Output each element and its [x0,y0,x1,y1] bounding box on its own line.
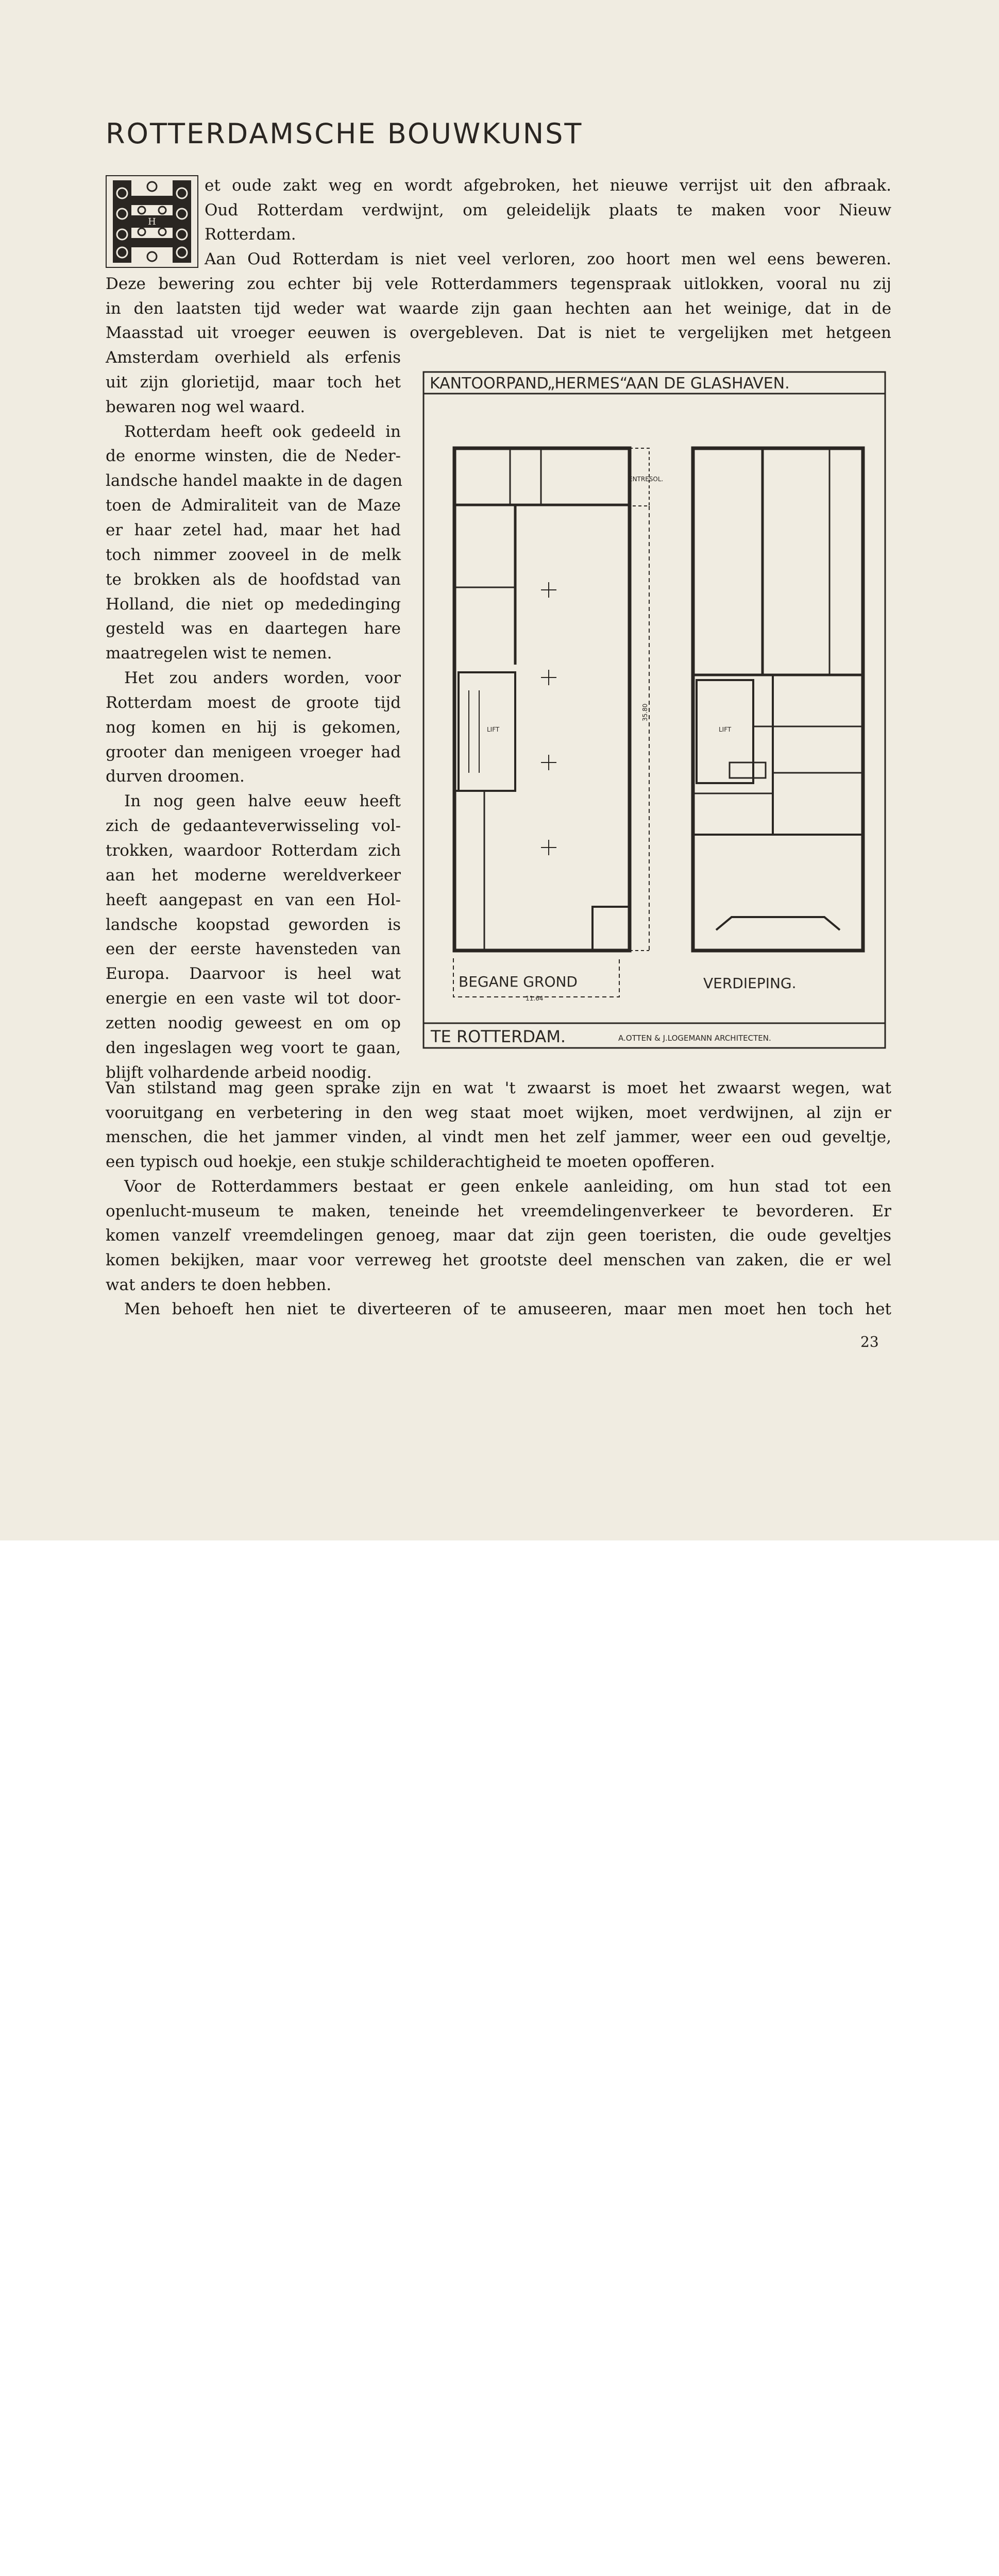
text-line: In nog geen halve eeuw heeft [124,792,401,811]
ground-floor-label: BEGANE GROND [459,973,578,990]
entresol-label: ENTRESOL. [629,476,664,483]
text-line: menschen, die het jammer vinden, al vindt men het zelf jammer, weer een oud geveltje, [106,1128,891,1147]
upper-floor-label: VERDIEPING. [703,975,797,992]
text-line: den ingeslagen weg voort te gaan, [106,1038,401,1057]
text-line: te brokken als de hoofdstad van [106,570,401,589]
text-line: Aan Oud Rotterdam is niet veel verloren, zoo hoort men wel eens beweren. [205,250,891,269]
text-line: Het zou anders worden, voor [124,669,401,688]
text-line: blijft volhardende arbeid noodig. [106,1063,372,1082]
text-line: in den laatsten tijd weder wat waarde zijn gaan hechten aan het weinige, dat in de [106,299,891,318]
text-line: Rotterdam. [205,225,296,244]
text-line: een der eerste havensteden van [106,940,401,959]
text-line: Oud Rotterdam verdwijnt, om geleidelijk plaats te maken voor Nieuw [205,200,891,219]
text-line: durven droomen. [106,767,245,786]
initial-letter: H [148,216,156,227]
text-line: Rotterdam moest de groote tijd [106,693,401,712]
text-line: toch nimmer zooveel in de melk [106,545,401,564]
page-title: ROTTERDAMSCHE BOUWKUNST [106,117,583,150]
text-line: zetten noodig geweest en om op [106,1013,401,1032]
text-line: Maasstad uit vroeger eeuwen is overgebleven. Dat is niet te vergelijken met hetgeen [106,324,891,343]
text-line: er haar zetel had, maar het had [106,520,401,539]
text-line: energie en een vaste wil tot door- [106,989,401,1008]
plan-width-dimension: 11.64 [526,995,544,1002]
floor-plan-figure [422,371,886,1049]
text-line: zich de gedaanteverwisseling vol- [106,817,401,836]
text-line: maatregelen wist te nemen. [106,644,332,663]
text-line: landsche handel maakte in de dagen [106,471,403,490]
text-line: komen bekijken, maar voor verreweg het grootste deel menschen van zaken, die er wel [106,1250,891,1269]
page-number: 23 [860,1333,879,1350]
text-line: Voor de Rotterdammers bestaat er geen enkele aanleiding, om hun stad tot een [124,1177,891,1196]
library-footer [0,1540,999,1614]
text-line: bewaren nog wel waard. [106,397,306,416]
lift-label-upper: LIFT [719,726,732,733]
text-line: wat anders te doen hebben. [106,1275,332,1294]
text-line: Deze bewering zou echter bij vele Rotterdammers tegenspraak uitlokken, vooral nu zij [106,274,891,293]
text-line: Amsterdam overhield als erfenis [106,348,401,367]
text-line: vooruitgang en verbetering in den weg staat moet wijken, moet verdwijnen, al zijn er [106,1103,891,1122]
text-line: Van stilstand mag geen sprake zijn en wat 't zwaarst is moet het zwaarst wegen, wat [106,1079,891,1097]
text-line: een typisch oud hoekje, een stukje schilderachtigheid te moeten opofferen. [106,1153,715,1172]
upper-floor-plan [693,448,863,992]
text-line: Europa. Daarvoor is heel wat [106,964,401,984]
decorated-initial-h [106,175,198,268]
text-line: Holland, die niet op mededinging [106,595,401,614]
plan-footer-city: TE ROTTERDAM. [431,1027,566,1046]
text-line: Men behoeft hen niet te diverteeren of te amuseeren, maar men moet hen toch het [124,1300,891,1319]
lift-label-ground: LIFT [487,726,500,733]
ground-floor-plan [453,448,663,1002]
plan-length-dimension: 35.80 [641,703,649,721]
text-line: et oude zakt weg en wordt afgebroken, het nieuwe verrijst uit den afbraak. [205,176,891,195]
text-line: de enorme winsten, die de Neder- [106,447,401,466]
text-line: grooter dan menigeen vroeger had [106,742,401,761]
text-line: komen vanzelf vreemdelingen genoeg, maar dat zijn geen toeristen, die oude geveltjes [106,1226,891,1245]
text-line: openlucht-museum te maken, teneinde het vreemdelingenverkeer te bevorderen. Er [106,1201,891,1221]
text-line: landsche koopstad geworden is [106,915,401,934]
text-line: nog komen en hij is gekomen, [106,718,401,737]
text-line: trokken, waardoor Rotterdam zich [106,841,401,860]
plan-header: KANTOORPAND„HERMES“AAN DE GLASHAVEN. [430,375,790,393]
text-line: uit zijn glorietijd, maar toch het [106,372,401,392]
text-line: heeft aangepast en van een Hol- [106,890,401,909]
text-line: aan het moderne wereldverkeer [106,866,401,885]
text-line: toen de Admiraliteit van de Maze [106,496,401,515]
text-line: Rotterdam heeft ook gedeeld in [124,422,401,441]
plan-footer-architects: A.OTTEN & J.LOGEMANN ARCHITECTEN. [618,1033,771,1043]
text-line: gesteld was en daartegen hare [106,619,401,638]
